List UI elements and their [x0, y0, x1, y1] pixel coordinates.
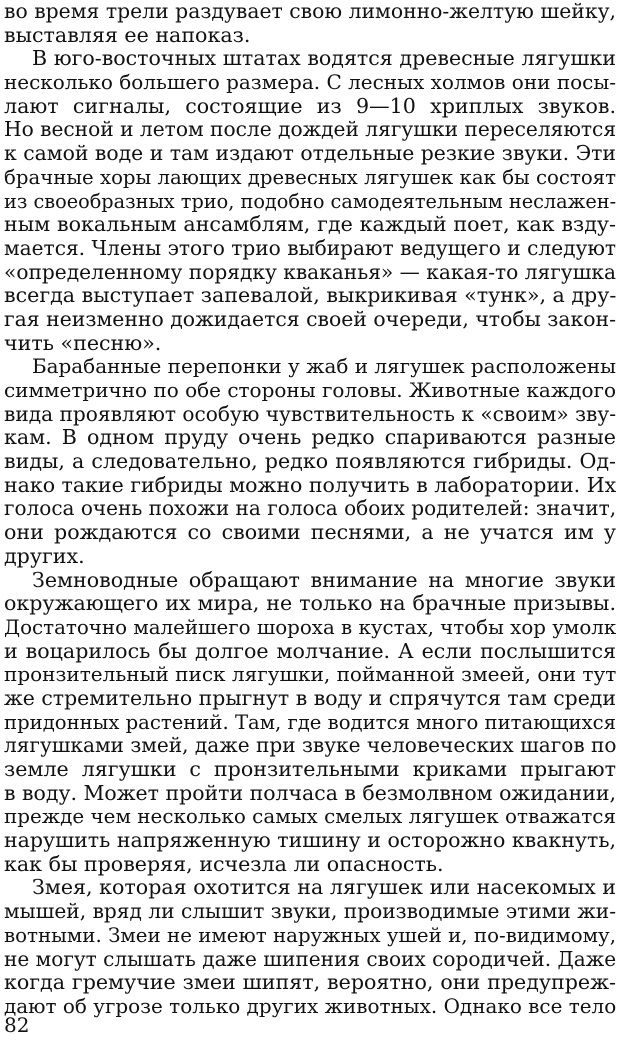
- text-line: не могут слышать даже шипения своих сородичей. Даже: [4, 946, 617, 971]
- text-line: Земноводные обращают внимание на многие звуки: [32, 567, 616, 592]
- text-line: несколько большего размера. С лесных холмов они посы-: [4, 70, 616, 95]
- text-line: голоса очень похожи на голоса обоих родителей: значит,: [4, 496, 617, 521]
- text-line: В юго-восточных штатах водятся древесные лягушки: [32, 46, 616, 71]
- text-line: вида проявляют особую чувствительность к «своим» зву-: [4, 401, 616, 426]
- text-line: нарушить напряженную тишину и осторожно квакнуть,: [4, 828, 616, 853]
- text-line: дают об угрозе только других животных. Однако все тело: [4, 993, 617, 1018]
- text-line: они рождаются со своими песнями, а не учатся им у: [4, 520, 616, 545]
- text-line: лягушками змей, даже при звуке человеческих шагов по: [4, 733, 617, 758]
- body-text: [4, 0, 616, 1019]
- text-line: вотными. Змеи не имеют наружных ушей и, по-видимому,: [4, 923, 616, 947]
- text-line: когда гремучие змеи шипят, вероятно, они предупреж-: [4, 970, 616, 995]
- text-line: Достаточно малейшего шороха в кустах, чтобы хор умолк: [4, 615, 617, 639]
- text-line: всегда выступает запевалой, выкрикивая «тунк», а дру-: [4, 283, 617, 308]
- text-line: же стремительно прыгнут в воду и спрячутся там среди: [4, 685, 616, 710]
- text-line: в воду. Может пройти полчаса в безмолвном ожидании,: [4, 780, 617, 805]
- text-line: мается. Члены этого трио выбирают ведущего и следуют: [4, 235, 616, 260]
- text-line: Но весной и летом после дождей лягушки переселяются: [4, 117, 617, 142]
- text-line: и воцарилось бы долгое молчание. А если послышится: [4, 638, 616, 663]
- text-line: прежде чем несколько самых смелых лягушек отважатся: [4, 805, 616, 829]
- text-line: придонных растений. Там, где водится много питающихся: [4, 710, 616, 734]
- text-line: других.: [4, 543, 85, 568]
- text-line: виды, а следовательно, редко появляются гибриды. Од-: [4, 449, 616, 474]
- book-page: [4, 0, 618, 1043]
- text-line: пронзительный писк лягушки, пойманной змеей, они тут: [4, 662, 617, 687]
- text-line: выставляя ее напоказ.: [4, 22, 251, 47]
- text-line: как бы проверяя, исчезла ли опасность.: [4, 851, 444, 876]
- text-line: кам. В одном пруду очень редко спариваются разные: [4, 425, 616, 450]
- text-line: гая неизменно дожидается своей очереди, чтобы закон-: [4, 306, 616, 331]
- text-line: «определенному порядку кваканья» — какая-то лягушка: [4, 259, 616, 284]
- text-line: брачные хоры лающих древесных лягушек как бы состоят: [4, 165, 616, 189]
- text-line: нако такие гибриды можно получить в лаборатории. Их: [4, 472, 617, 497]
- text-line: во время трели раздувает свою лимонно-желтую шейку,: [4, 0, 616, 23]
- text-line: Змея, которая охотится на лягушек или насекомых и: [32, 875, 616, 900]
- text-line: ным вокальным ансамблям, где каждый поет, как взду-: [4, 212, 616, 237]
- text-line: чить «песню».: [4, 330, 162, 355]
- text-line: к самой воде и там издают отдельные резкие звуки. Эти: [4, 141, 616, 166]
- text-line: Барабанные перепонки у жаб и лягушек расположены: [32, 354, 616, 379]
- text-line: окружающего их мира, не только на брачные призывы.: [4, 591, 616, 616]
- text-line: земле лягушки с пронзительными криками прыгают: [4, 757, 616, 781]
- text-line: из своеобразных трио, подобно самодеятельным неслажен-: [4, 189, 617, 213]
- text-line: симметрично по обе стороны головы. Животные каждого: [4, 378, 616, 402]
- text-line: лают сигналы, состоящие из 9—10 хриплых звуков.: [4, 93, 616, 118]
- text-line: мышей, вряд ли слышит звуки, производимые этими жи-: [4, 899, 616, 924]
- page-number: 82: [4, 1013, 30, 1037]
